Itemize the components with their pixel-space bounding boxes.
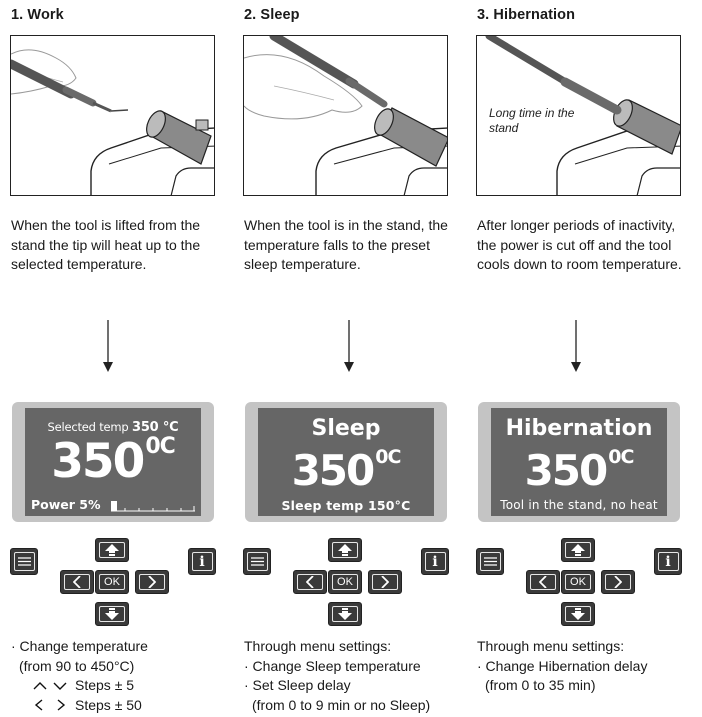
down-button[interactable] <box>95 602 129 626</box>
current-temp <box>491 446 667 495</box>
current-temp-value: 350 <box>291 446 374 495</box>
current-temp-unit: 0C <box>608 446 634 468</box>
column-description: When the tool is in the stand, the temperature falls to the preset sleep temperature. <box>244 217 448 272</box>
menu-button[interactable] <box>10 548 38 575</box>
column-heading: 1. Work <box>11 7 64 23</box>
info-icon: i <box>658 552 679 571</box>
mode-title: Hibernation <box>505 416 653 441</box>
note-line: (from 0 to 9 min or no Sleep) <box>252 696 431 713</box>
lcd-display-work <box>12 402 214 522</box>
column-description: When the tool is lifted from the stand the tip will heat up to the selected temperature. <box>11 217 201 272</box>
arrow-down-icon <box>105 608 119 620</box>
right-button[interactable] <box>601 570 635 594</box>
lcd-footer: Tool in the stand, no heat <box>500 498 658 512</box>
column-heading: 3. Hibernation <box>477 7 576 23</box>
info-button[interactable] <box>188 548 216 575</box>
right-button[interactable] <box>368 570 402 594</box>
arrow-right-icon <box>614 576 622 588</box>
menu-icon <box>484 557 497 566</box>
note-line: (from 0 to 35 min) <box>485 677 596 693</box>
selected-temp-value: 350 °C <box>131 420 179 435</box>
lcd-screen <box>258 408 434 516</box>
up-button[interactable] <box>328 538 362 562</box>
note-step-updown <box>11 676 226 696</box>
arrow-up-icon <box>105 544 119 556</box>
current-temp-value: 350 <box>524 446 607 495</box>
selected-temp-label: Selected temp <box>47 420 129 434</box>
down-arrow-icon <box>566 320 586 374</box>
down-button[interactable] <box>328 602 362 626</box>
info-button[interactable] <box>421 548 449 575</box>
lcd-display-sleep <box>245 402 447 522</box>
note-line: Through menu settings: <box>244 638 392 654</box>
ok-label: OK <box>332 574 358 590</box>
ok-button[interactable] <box>328 570 362 594</box>
current-temp-value: 350 <box>51 434 144 489</box>
down-arrow-icon <box>339 320 359 374</box>
arrow-up-icon <box>571 544 585 556</box>
column-notes <box>11 637 226 715</box>
info-icon: i <box>425 552 446 571</box>
lcd-display-hibernation <box>478 402 680 522</box>
note-step-text: Steps ± 5 <box>75 677 135 693</box>
left-button[interactable] <box>293 570 327 594</box>
current-temp <box>25 434 201 489</box>
chevron-left-right-icon <box>33 699 67 711</box>
arrow-down-icon <box>571 608 585 620</box>
current-temp <box>258 446 434 495</box>
illustration-sleep <box>243 35 448 196</box>
column-work <box>10 0 220 717</box>
note-line: (from 90 to 450°C) <box>19 657 135 674</box>
info-button[interactable] <box>654 548 682 575</box>
illustration-hibernation <box>476 35 681 196</box>
note-line: · Change Hibernation delay <box>477 657 648 674</box>
current-temp-unit: 0C <box>375 446 401 468</box>
arrow-left-icon <box>73 576 81 588</box>
selected-temp <box>25 420 201 435</box>
info-icon: i <box>192 552 213 571</box>
lcd-screen <box>25 408 201 516</box>
chevron-up-down-icon <box>33 681 67 691</box>
left-button[interactable] <box>60 570 94 594</box>
note-line: Through menu settings: <box>477 638 625 654</box>
current-temp-unit: 0C <box>145 434 175 459</box>
column-sleep <box>243 0 453 717</box>
arrow-down-icon <box>338 608 352 620</box>
arrow-left-icon <box>306 576 314 588</box>
column-notes <box>477 637 692 696</box>
note-step-leftright <box>11 696 226 716</box>
illustration-work <box>10 35 215 196</box>
note-line: · Set Sleep delay <box>244 677 351 693</box>
ok-label: OK <box>99 574 125 590</box>
menu-button[interactable] <box>243 548 271 575</box>
column-hibernation <box>476 0 686 717</box>
lcd-screen <box>491 408 667 516</box>
column-heading: 2. Sleep <box>244 7 300 23</box>
menu-icon <box>251 557 264 566</box>
menu-button[interactable] <box>476 548 504 575</box>
up-button[interactable] <box>95 538 129 562</box>
right-button[interactable] <box>135 570 169 594</box>
note-line: · Change temperature <box>11 638 148 654</box>
arrow-right-icon <box>381 576 389 588</box>
left-button[interactable] <box>526 570 560 594</box>
up-button[interactable] <box>561 538 595 562</box>
column-notes <box>244 637 459 715</box>
lcd-footer: Sleep temp 150°C <box>281 498 411 513</box>
mode-title: Sleep <box>311 416 381 441</box>
note-step-text: Steps ± 50 <box>75 696 142 713</box>
power-readout: Power 5% <box>31 497 101 512</box>
note-line: · Change Sleep temperature <box>244 657 421 674</box>
illustration-caption: Long time in the stand <box>489 106 575 135</box>
arrow-left-icon <box>539 576 547 588</box>
down-button[interactable] <box>561 602 595 626</box>
ok-button[interactable] <box>561 570 595 594</box>
arrow-up-icon <box>338 544 352 556</box>
menu-icon <box>18 557 31 566</box>
column-description: After longer periods of inactivity, the power is cut off and the tool cools down to room temperature. <box>477 217 682 272</box>
ok-label: OK <box>565 574 591 590</box>
ok-button[interactable] <box>95 570 129 594</box>
arrow-right-icon <box>148 576 156 588</box>
down-arrow-icon <box>98 320 118 374</box>
power-bar <box>111 500 195 512</box>
